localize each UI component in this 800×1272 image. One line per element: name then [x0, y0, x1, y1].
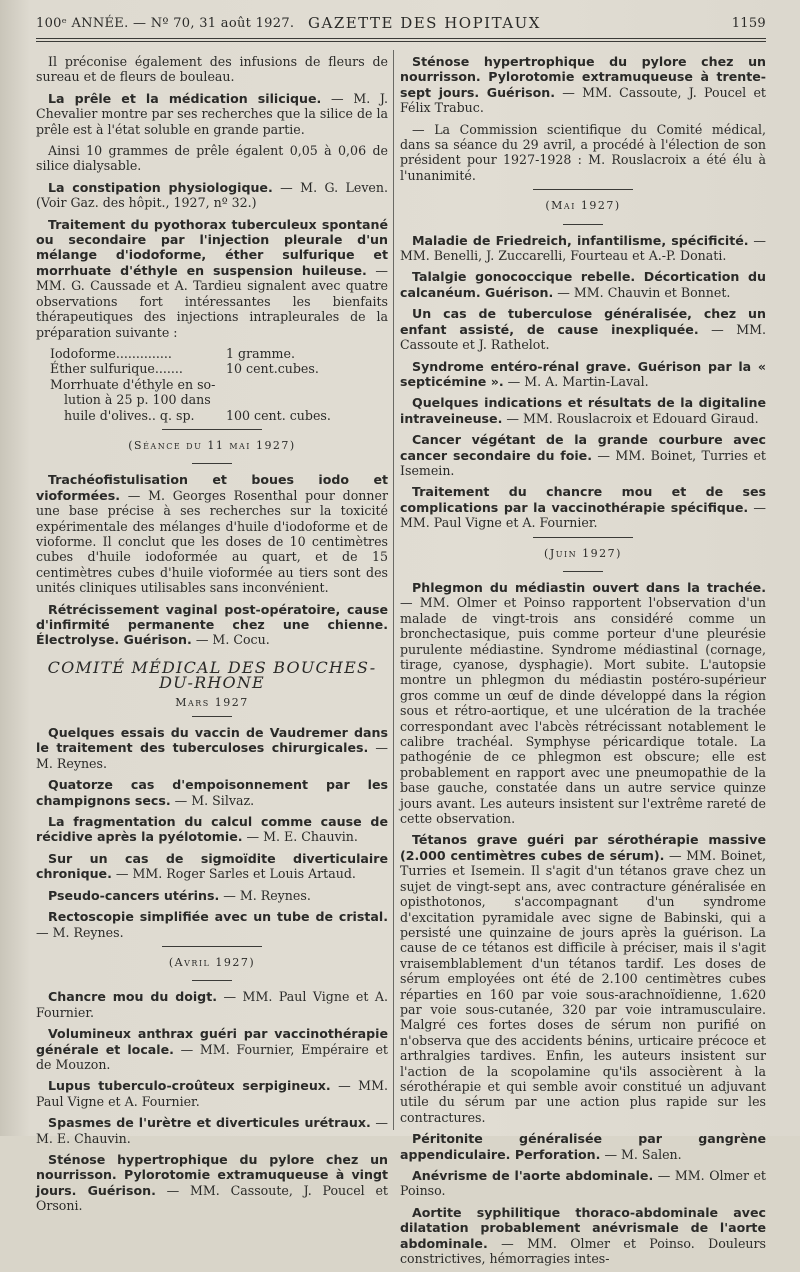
paragraph: Il préconise également des infusions de fleurs de sureau et de fleurs de bouleau.	[36, 54, 388, 85]
prescription-row: huile d'olives.. q. sp. 100 cent. cubes.	[64, 407, 331, 423]
paragraph: Phlegmon du médiastin ouvert dans la trachée. — MM. Olmer et Poinso rapportent l'observation d'un malade de vingt-trois ans considéré comme un bronchectasique, puis comme porteur d'une pleurésie purulente médiastine. Syndrome médiastinal (cornage, tirage, cyanose, dysphagie). Mort subite. L'autopsie montre un phlegmon du médiastin postéro-supérieur gros comme un œuf de dinde développé dans la région sous et rétro-aortique, et une ulcération de la trachée correspondant avec l'abcès rétrécissant notablement le calibre trachéal. Symphyse péricardique totale. La pathogénie de ce phlegmon est obscure; elle est probablement en rapport avec une pneumopathie de la base gauche, constatée dans un autre service quinze jours avant. Les auteurs insistent sur l'extrême rareté de cette observation.	[400, 579, 766, 827]
section-title: COMITÉ MÉDICAL DES BOUCHES-DU-RHONE	[47, 657, 377, 693]
session-heading: (Séance du 11 mai 1927)	[128, 438, 296, 452]
paragraph: Ainsi 10 grammes de prêle égalent 0,05 à 0,06 de silice dialysable.	[36, 143, 388, 174]
separator	[162, 946, 262, 947]
prescription-row: Morrhuate d'éthyle en so-	[50, 376, 216, 392]
session-heading: (Juin 1927)	[544, 546, 622, 560]
separator	[192, 980, 232, 981]
paragraph: Un cas de tuberculose généralisée, chez un enfant assisté, de cause inexpliquée. — MM. Cassoute et J. Rathelot.	[400, 306, 766, 353]
separator	[192, 716, 232, 717]
page-header	[36, 14, 766, 38]
issue-info: 100ᵉ ANNÉE. — Nº 70, 31 août 1927.	[36, 16, 295, 31]
session-heading: (Mai 1927)	[545, 199, 621, 213]
paragraph: Sténose hypertrophique du pylore chez un nourrisson. Pylorotomie extramuqueuse à trente-sept jours. Guérison. — MM. Cassoute, J. Poucel et Félix Trabuc.	[400, 54, 766, 116]
right-column	[400, 54, 766, 1272]
paragraph: — La Commission scientifique du Comité médical, dans sa séance du 29 avril, a procédé à l'élection de son président pour 1927-1928 : M. Rouslacroix a été élu à l'unanimité.	[400, 121, 766, 183]
column-divider	[393, 50, 394, 1130]
paragraph: Trachéofistulisation et boues iodo et vioformées. — M. Georges Rosenthal pour donner une base précise à ses recherches sur la toxicité expérimentale des mélanges d'huile d'iodoforme et de vioforme. Il conclut que les doses de 10 centimètres cubes d'huile iodoformée au quart, et de 15 centimètres cubes d'huile vioformée au tiers sont des unités cliniques utilisables sans inconvénient.	[36, 472, 388, 596]
prescription-list	[36, 346, 388, 423]
paragraph: Spasmes de l'urètre et diverticules urétraux. — M. E. Chauvin.	[36, 1115, 388, 1146]
paragraph: Quelques essais du vaccin de Vaudremer dans le traitement des tuberculoses chirurgicales. — M. Reynes.	[36, 725, 388, 771]
separator	[192, 463, 232, 464]
page-number: 1159	[731, 16, 766, 31]
separator	[563, 571, 603, 572]
paragraph: Traitement du pyothorax tuberculeux spontané ou secondaire par l'injection pleurale d'un mélange d'iodoforme, éther sulfurique et morrhuate d'éthyle en suspension huileuse. — MM. G. Caussade et A. Tardieu signalent avec quatre observations fort intéressantes les bienfaits thérapeutiques des injections intrapleurales de la préparation suivante :	[36, 216, 388, 340]
prescription-row: Éther sulfurique....... 10 cent.cubes.	[50, 361, 319, 377]
paragraph: La constipation physiologique. — M. G. Leven. (Voir Gaz. des hôpit., 1927, nº 32.)	[36, 179, 388, 211]
paragraph: Talalgie gonococcique rebelle. Décortication du calcanéum. Guérison. — MM. Chauvin et Bonnet.	[400, 269, 766, 300]
left-column	[36, 54, 388, 1220]
header-rule-double	[36, 41, 766, 42]
paragraph: Aortite syphilitique thoraco-abdominale avec dilatation probablement anévrismale de l'aorte abdominale. — MM. Olmer et Poinso. Douleurs constrictives, hémorragies intes-	[400, 1204, 766, 1267]
paragraph: Cancer végétant de la grande courbure avec cancer secondaire du foie. — MM. Boinet, Turries et Isemein.	[400, 432, 766, 478]
prescription-row: Iodoforme.............. 1 gramme.	[50, 345, 295, 361]
session-heading: (Avril 1927)	[168, 955, 256, 969]
paragraph: Traitement du chancre mou et de ses complications par la vaccinothérapie spécifique. — MM. Paul Vigne et A. Fournier.	[400, 484, 766, 531]
paragraph: Sténose hypertrophique du pylore chez un nourrisson. Pylorotomie extramuqueuse à vingt jours. Guérison. — MM. Cassoute, J. Poucel et Orsoni.	[36, 1151, 388, 1214]
header-rule	[36, 38, 766, 39]
separator	[162, 429, 262, 430]
paragraph: Rétrécissement vaginal post-opératoire, cause d'infirmité permanente chez une chienne. Électrolyse. Guérison. — M. Cocu.	[36, 601, 388, 648]
paragraph: Quelques indications et résultats de la digitaline intraveineuse. — MM. Rouslacroix et Edouard Giraud.	[400, 395, 766, 426]
paragraph: Tétanos grave guéri par sérothérapie massive (2.000 centimètres cubes de sérum). — MM. Boinet, Turries et Isemein. Il s'agit d'un tétanos grave chez un sujet de vingt-sept ans, avec contracture généralisée en opisthotonos, s'accompagnant d'un syndrome d'excitation pyramidale avec signe de Babinski, qui a persisté une quinzaine de jours après la guérison. La cause de ce tétanos est difficile à préciser, mais il s'agit vraisemblablement d'un tétanos tardif. Les doses de sérum employées ont été de 2.100 centimètres cubes réparties en 160 par voie sous-arachnoïdienne, 1.620 par voie sous-cutanée, 320 par voie intramusculaire. Malgré ces fortes doses de sérum non purifié on n'observa que des accidents bénins, urticaire précoce et arthralgies tardives. Enfin, les auteurs insistent sur l'action de la scopolamine qu'ils associèrent à la sérothérapie et qui semble avoir constitué un adjuvant utile du sérum par une action plus rapide sur les contractures.	[400, 832, 766, 1125]
paragraph: Syndrome entéro-rénal grave. Guérison par la « septicémine ». — M. A. Martin-Laval.	[400, 358, 766, 389]
paragraph: Pseudo-cancers utérins. — M. Reynes.	[48, 887, 311, 903]
separator	[563, 224, 603, 225]
paragraph: Maladie de Friedreich, infantilisme, spécificité. — MM. Benelli, J. Zuccarelli, Fourteau et A.-P. Donati.	[400, 232, 766, 264]
paragraph: Sur un cas de sigmoïdite diverticulaire chronique. — MM. Roger Sarles et Louis Artaud.	[36, 850, 388, 882]
paragraph: Péritonite généralisée par gangrène appendiculaire. Perforation. — M. Salen.	[400, 1131, 766, 1162]
prescription-row: lution à 25 p. 100 dans	[64, 392, 211, 408]
paragraph: La fragmentation du calcul comme cause de récidive après la pyélotomie. — M. E. Chauvin.	[36, 814, 388, 845]
paragraph: La prêle et la médication silicique. — M. J. Chevalier montre par ses recherches que la silice de la prêle est à l'état soluble en grande partie.	[36, 90, 388, 137]
paragraph: Rectoscopie simplifiée avec un tube de cristal. — M. Reynes.	[36, 909, 388, 940]
separator	[533, 189, 633, 190]
paragraph: Anévrisme de l'aorte abdominale. — MM. Olmer et Poinso.	[400, 1168, 766, 1199]
paragraph: Lupus tuberculo-croûteux serpigineux. — MM. Paul Vigne et A. Fournier.	[36, 1078, 388, 1109]
paragraph: Volumineux anthrax guéri par vaccinothérapie générale et locale. — MM. Fournier, Empéraire et de Mouzon.	[36, 1026, 388, 1072]
separator	[533, 537, 633, 538]
section-date: Mars 1927	[175, 695, 249, 709]
paragraph: Quatorze cas d'empoisonnement par les champignons secs. — M. Silvaz.	[36, 777, 388, 808]
journal-title: GAZETTE DES HOPITAUX	[308, 14, 541, 32]
paragraph: Chancre mou du doigt. — MM. Paul Vigne et A. Fournier.	[36, 989, 388, 1020]
